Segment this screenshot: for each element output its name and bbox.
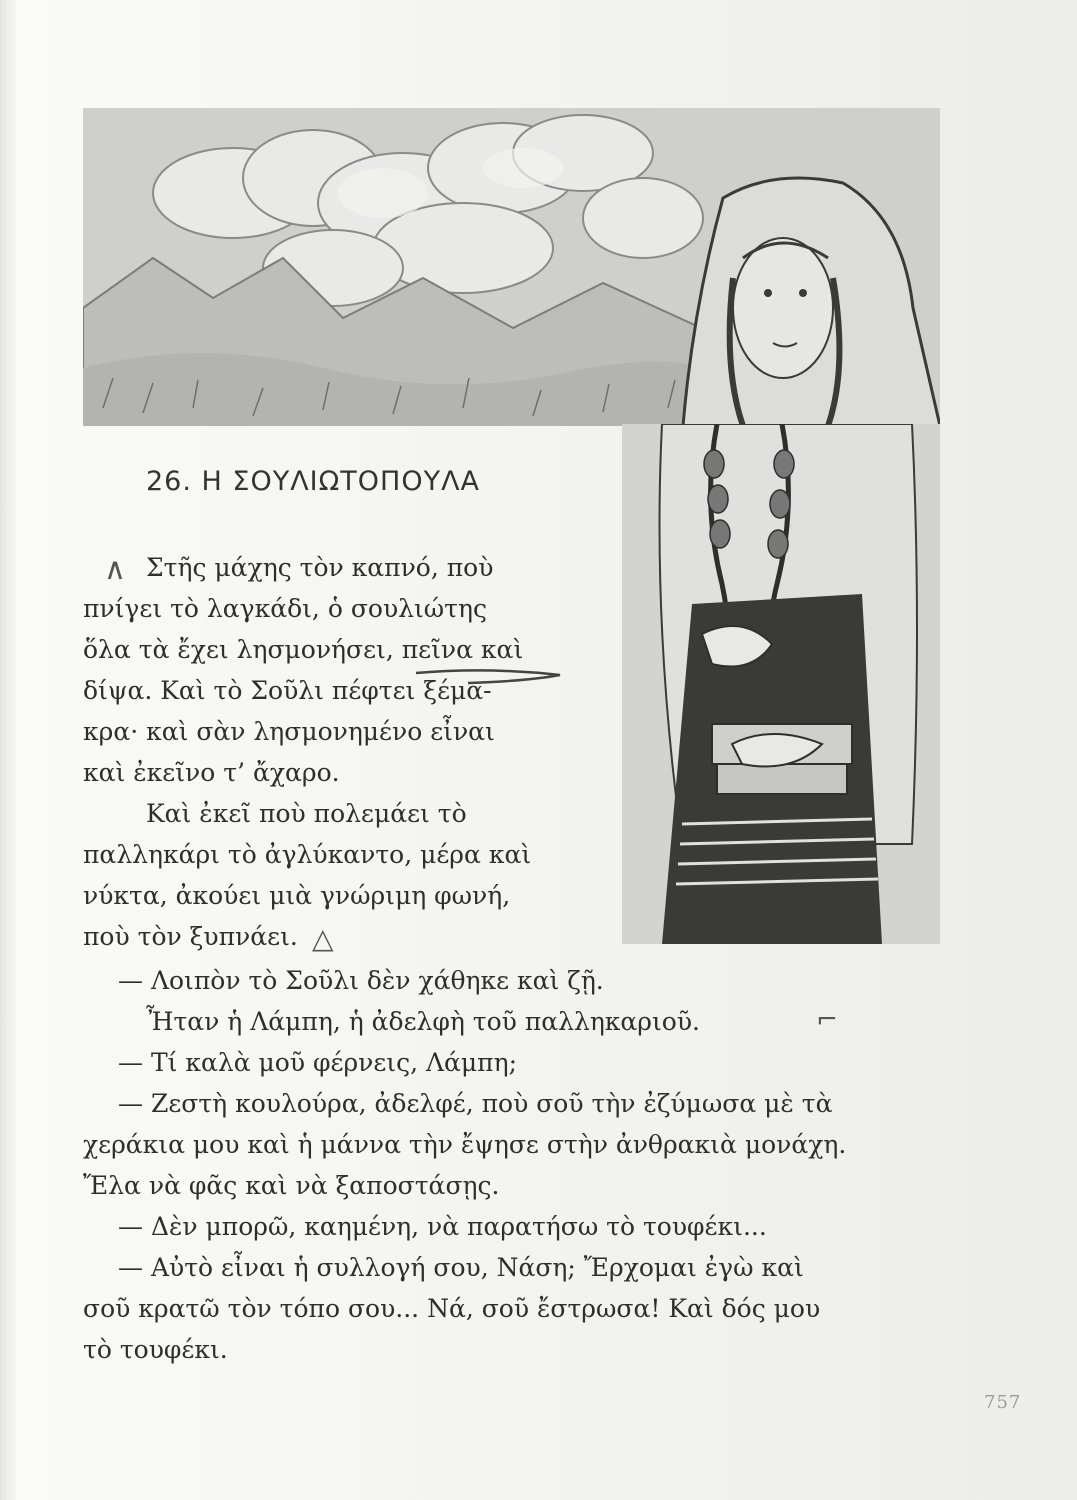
text-line-9: νύκτα, ἀκούει μιὰ γνώριμη φωνή,: [83, 881, 511, 910]
text-line-3: ὅλα τὰ ἔχει λησμονήσει, πεῖνα καὶ: [83, 635, 524, 664]
text-line-12: Ἦταν ἡ Λάμπη, ἡ ἀδελφὴ τοῦ παλληκαριοῦ.: [146, 1007, 701, 1036]
girl-illustration: [622, 424, 940, 944]
text-line-7: Καὶ ἐκεῖ ποὺ πολεμάει τὸ: [146, 799, 467, 828]
text-line-10: ποὺ τὸν ξυπνάει.: [83, 922, 298, 951]
text-line-4: δίψα. Καὶ τὸ Σοῦλι πέφτει ξέμα-: [83, 676, 492, 705]
text-line-17: — Δὲν μπορῶ, καημένη, νὰ παρατήσω τὸ τουφέκι...: [118, 1212, 767, 1241]
landscape-illustration: [83, 108, 940, 426]
handwritten-dash-mark: ⌐: [816, 1005, 838, 1035]
text-line-19: σοῦ κρατῶ τὸν τόπο σου... Νά, σοῦ ἔστρωσα! Καὶ δός μου: [83, 1294, 821, 1323]
handwritten-margin-mark: △: [312, 922, 334, 955]
clouds-mountains-drawing: [83, 108, 940, 426]
page-number: 757: [984, 1392, 1022, 1413]
text-line-13: — Τί καλὰ μοῦ φέρνεις, Λάμπη;: [118, 1048, 518, 1077]
text-line-20: τὸ τουφέκι.: [83, 1335, 228, 1364]
chapter-heading: 26. Η ΣΟΥΛΙΩΤΟΠΟΥΛΑ: [146, 466, 481, 497]
text-line-14: — Ζεστὴ κουλούρα, ἀδελφέ, ποὺ σοῦ τὴν ἐζύμωσα μὲ τὰ: [118, 1089, 833, 1118]
text-line-6: καὶ ἐκεῖνο τ’ ἄχαρο.: [83, 758, 340, 787]
handwritten-mark: ∧: [104, 552, 126, 587]
text-line-16: Ἔλα νὰ φᾶς καὶ νὰ ξαποστάσῃς.: [83, 1171, 500, 1200]
text-line-8: παλληκάρι τὸ ἀγλύκαντο, μέρα καὶ: [83, 840, 532, 869]
text-line-11: — Λοιπὸν τὸ Σοῦλι δὲν χάθηκε καὶ ζῇ.: [118, 966, 604, 995]
text-line-5: κρα· καὶ σὰν λησμονημένο εἶναι: [83, 717, 495, 746]
text-line-18: — Αὐτὸ εἶναι ἡ συλλογή σου, Νάση; Ἔρχομαι ἐγὼ καὶ: [118, 1253, 804, 1282]
text-line-2: πνίγει τὸ λαγκάδι, ὁ σουλιώτης: [83, 594, 487, 623]
souliot-girl-drawing: [622, 424, 940, 944]
scan-shadow-edge: [0, 0, 18, 1500]
text-line-15: χεράκια μου καὶ ἡ μάννα τὴν ἔψησε στὴν ἀνθρακιὰ μονάχη.: [83, 1130, 847, 1159]
text-line-1: Στῆς μάχης τὸν καπνό, ποὺ: [146, 553, 494, 582]
